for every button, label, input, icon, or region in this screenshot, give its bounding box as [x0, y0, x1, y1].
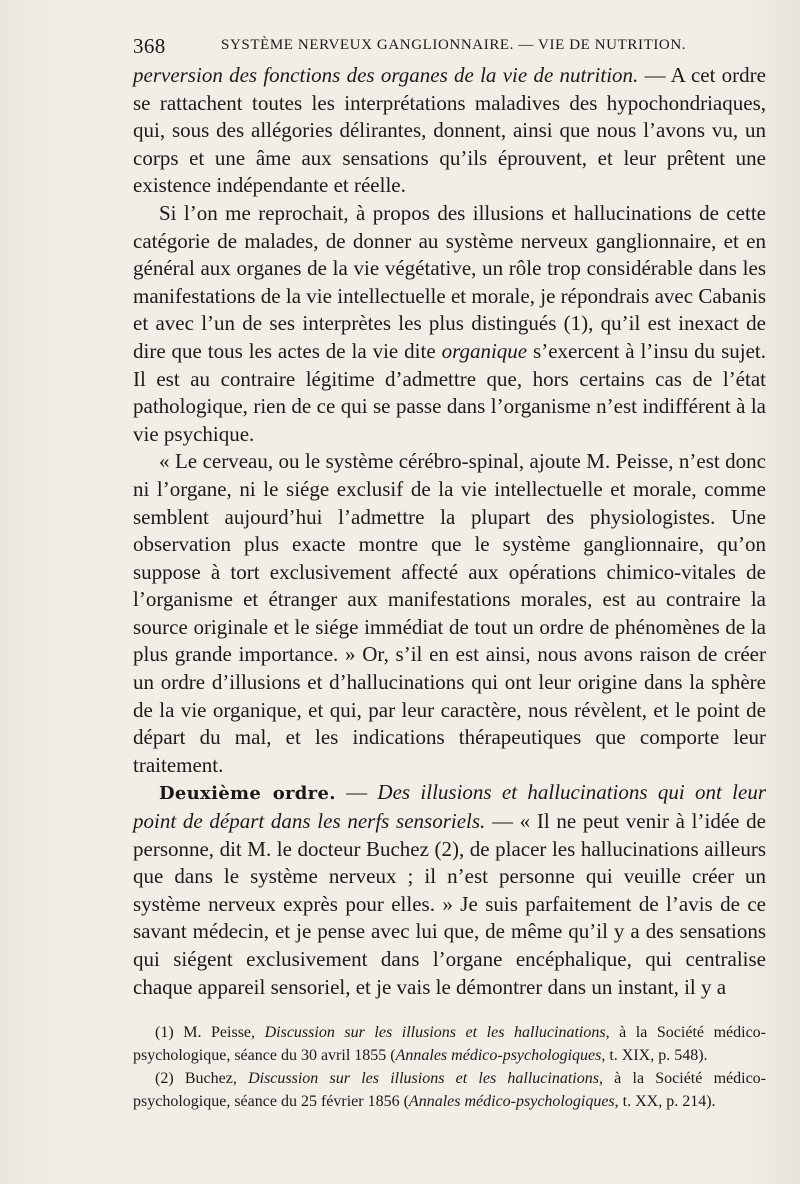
paragraph-2-italic: organique	[441, 338, 528, 363]
footnote-2-title: Discussion sur les illusions et les hallucinations	[248, 1070, 599, 1088]
footnote-1	[133, 1022, 766, 1067]
footnote-2-text-b: , à la Société médico-psychologique, séance du 25 février 1856 (	[133, 1070, 766, 1110]
footnote-2-text-c: , t. XX, p. 214).	[614, 1092, 716, 1110]
footnote-2-journal: Annales médico-psychologiques	[408, 1092, 615, 1110]
footnote-1-title: Discussion sur les illusions et les hallucinations	[264, 1024, 606, 1041]
footnote-1-text-c: , t. XIX, p. 548).	[601, 1046, 708, 1064]
section-heading-italic: Des illusions et hallucinations qui ont leur point de départ dans les nerfs sensoriels.	[133, 780, 766, 834]
paragraph-2-text-b: s’exercent à l’insu du sujet. Il est au contraire légitime d’admettre que, hors certains cas de l’état pathologique, rien de ce qui se passe dans l’organisme n’est indifférent à la vie psychique.	[133, 338, 766, 446]
footnote-2	[133, 1068, 766, 1113]
paragraph-3: « Le cerveau, ou le système cérébro-spinal, ajoute M. Peisse, n’est donc ni l’organe, ni le siége exclusif de la vie intellectuelle et morale, comme semblent aujourd’hui l’admettre la plupart des physiologistes. Une observation plus exacte montre que le système ganglionnaire, qu’on suppose à tort exclusivement affecté aux opérations chimico-vitales de l’organisme et étranger aux manifestations morales, est au contraire la source originale et le siége immédiat de tout un ordre de phénomènes de la plus grande importance. » Or, s’il en est ainsi, nous avons raison de créer un ordre d’illusions et d’hallucinations qui ont leur origine dans la sphère de la vie organique, et qui, par leur caractère, nous révèlent, et le point de départ du mal, et les indications thérapeutiques que comporte leur traitement.	[133, 449, 766, 777]
paragraph-2	[133, 200, 766, 448]
section-dash: —	[335, 780, 378, 805]
footnote-2-text-a: (2) Buchez,	[155, 1070, 249, 1088]
footnote-1-text-a: (1) M. Peisse,	[155, 1024, 265, 1041]
running-title: SYSTÈME NERVEUX GANGLIONNAIRE. — VIE DE NUTRITION.	[221, 37, 687, 53]
paragraph-1-italic: perversion des fonctions des organes de la vie de nutrition.	[133, 63, 639, 87]
footnote-1-text-b: , à la Société médico-psychologique, séance du 30 avril 1855 (	[133, 1024, 766, 1064]
main-text	[133, 62, 766, 1001]
footnotes	[133, 1022, 766, 1114]
section-lead: Deuxième ordre.	[159, 783, 336, 805]
paragraph-4	[133, 779, 766, 1001]
footnote-1-journal: Annales médico-psychologiques	[395, 1046, 602, 1064]
paragraph-1-text: — A cet ordre se rattachent toutes les interprétations maladives des hypochondriaques, qui, sous des allégories délirantes, donnent, ainsi que nous l’avons vu, un corps et une âme aux sensations qu’ils éprouvent, et leur prêtent une existence indépendante et réelle.	[133, 63, 766, 198]
paragraph-2-text-a: Si l’on me reprochait, à propos des illusions et hallucinations de cette catégorie de malades, de donner au système nerveux ganglionnaire, et en général aux organes de la vie végétative, un rôle trop considérable dans les manifestations de la vie intellectuelle et morale, je répondrais avec Cabanis et avec l’un de ses interprètes les plus distingués (1), qu’il est inexact de dire que tous les actes de la vie dite	[133, 200, 766, 363]
paragraph-1	[133, 62, 766, 200]
page-number: 368	[133, 34, 166, 58]
paragraph-4-text: — « Il ne peut venir à l’idée de personne, dit M. le docteur Buchez (2), de placer les hallucinations ailleurs que dans le système nerveux ; il n’est personne qui veuille créer un système nerveux exprès pour elles. » Je suis parfaitement de l’avis de ce savant médecin, et je pense avec lui que, de même qu’il y a des sensations qui siégent exclusivement dans l’organe encéphalique, qui centralise chaque appareil sensoriel, et je vais le démontrer dans un instant, il y a	[133, 809, 766, 999]
page-header	[133, 34, 763, 58]
